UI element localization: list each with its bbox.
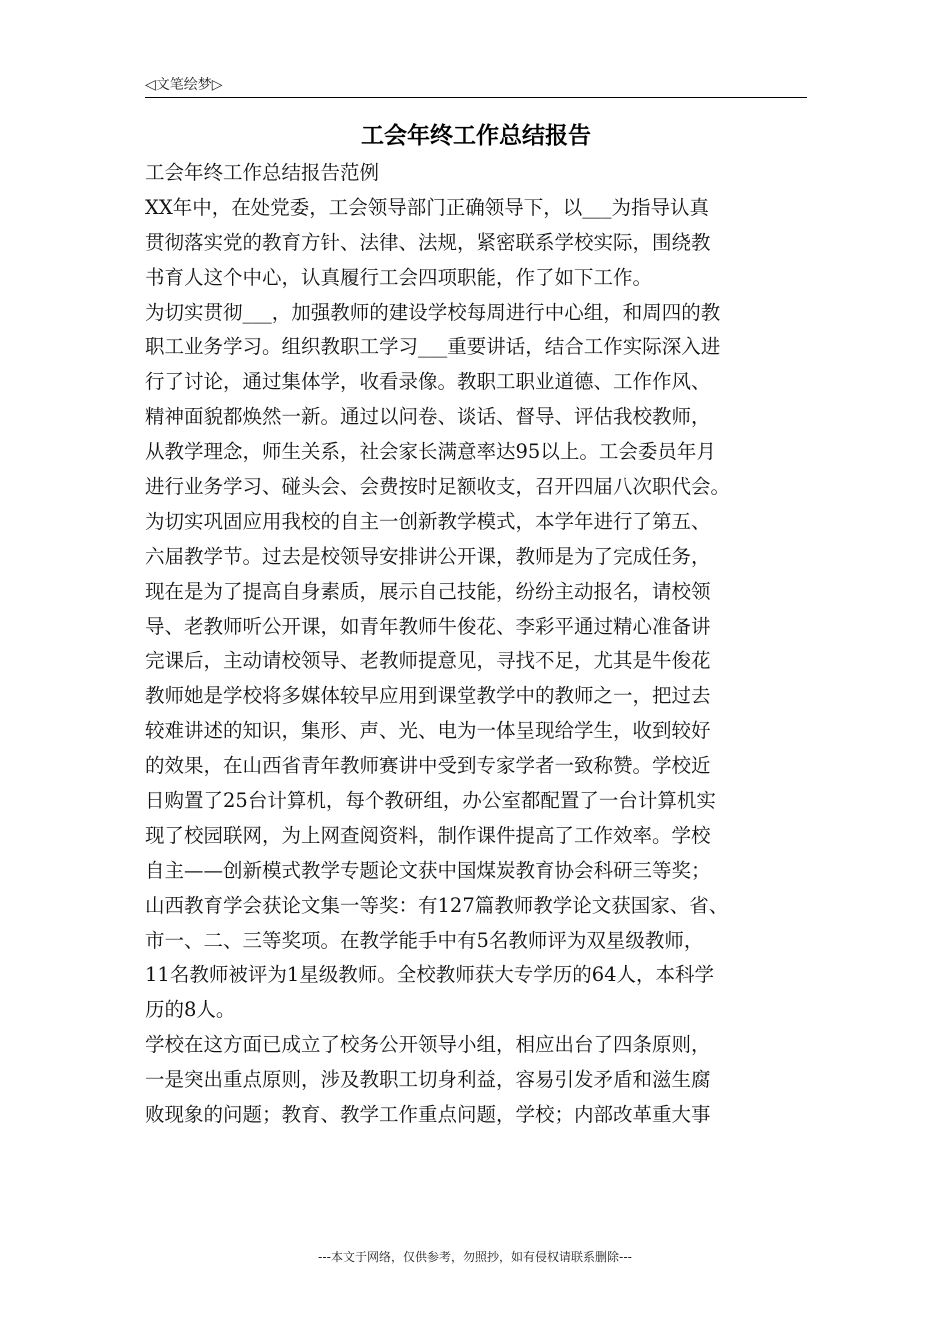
body-line: 市一、二、三等奖项。在教学能手中有5名教师评为双星级教师， xyxy=(145,928,704,952)
document-title: 工会年终工作总结报告 xyxy=(361,123,591,149)
body-line: 书育人这个中心，认真履行工会四项职能，作了如下工作。 xyxy=(145,265,653,289)
body-line: 日购置了25台计算机，每个教研组，办公室都配置了一台计算机实 xyxy=(145,789,716,813)
body-line: 学校在这方面已成立了校务公开领导小组，相应出台了四条原则， xyxy=(145,1033,711,1057)
body-line: 行了讨论，通过集体学，收看录像。教职工职业道德、工作作风、 xyxy=(145,370,711,394)
body-line: 现在是为了提高自身素质，展示自己技能，纷纷主动报名，请校领 xyxy=(145,579,711,603)
body-line: 从教学理念，师生关系，社会家长满意率达95以上。工会委员年月 xyxy=(145,440,716,464)
header-divider xyxy=(145,97,807,98)
footer-disclaimer: ---本文于网络，仅供参考，勿照抄，如有侵权请联系删除--- xyxy=(318,1250,632,1264)
body-line: 现了校园联网，为上网查阅资料，制作课件提高了工作效率。学校 xyxy=(145,823,711,847)
body-line: 一是突出重点原则，涉及教职工切身利益，容易引发矛盾和滋生腐 xyxy=(145,1068,711,1092)
body-line: XX年中，在处党委，工会领导部门正确领导下，以___为指导认真 xyxy=(145,195,710,219)
header-brand: ◁文笔绘梦▷ xyxy=(145,77,223,93)
body-line: 精神面貌都焕然一新。通过以问卷、谈话、督导、评估我校教师， xyxy=(145,405,711,429)
body-line: 的效果，在山西省青年教师赛讲中受到专家学者一致称赞。学校近 xyxy=(145,754,711,778)
body-line: 11名教师被评为1星级教师。全校教师获大专学历的64人，本科学 xyxy=(145,963,715,987)
body-line: 导、老教师听公开课，如青年教师牛俊花、李彩平通过精心准备讲 xyxy=(145,614,711,638)
body-line: 工会年终工作总结报告范例 xyxy=(145,161,380,184)
document-body xyxy=(145,156,807,1133)
body-line: 职工业务学习。组织教职工学习___重要讲话，结合工作实际深入进 xyxy=(145,335,721,359)
body-line: 教师她是学校将多媒体较早应用到课堂教学中的教师之一，把过去 xyxy=(145,684,711,708)
body-line: 败现象的问题；教育、教学工作重点问题，学校；内部改革重大事 xyxy=(145,1103,711,1127)
body-line: 自主——创新模式教学专题论文获中国煤炭教育协会科研三等奖； xyxy=(145,858,711,882)
body-line: 为切实巩固应用我校的自主一创新教学模式，本学年进行了第五、 xyxy=(145,509,711,533)
body-line: 山西教育学会获论文集一等奖：有127篇教师教学论文获国家、省、 xyxy=(145,893,729,917)
body-line: 较难讲述的知识，集形、声、光、电为一体呈现给学生，收到较好 xyxy=(145,719,711,743)
body-line: 六届教学节。过去是校领导安排讲公开课，教师是为了完成任务， xyxy=(145,544,711,568)
body-line: 为切实贯彻___，加强教师的建设学校每周进行中心组，和周四的教 xyxy=(145,300,721,324)
body-line: 历的8人。 xyxy=(145,998,236,1022)
body-line: 贯彻落实党的教育方针、法律、法规，紧密联系学校实际，围绕教 xyxy=(145,230,711,254)
body-line: 完课后，主动请校领导、老教师提意见，寻找不足，尤其是牛俊花 xyxy=(145,649,711,673)
body-line: 进行业务学习、碰头会、会费按时足额收支，召开四届八次职代会。 xyxy=(145,475,731,499)
